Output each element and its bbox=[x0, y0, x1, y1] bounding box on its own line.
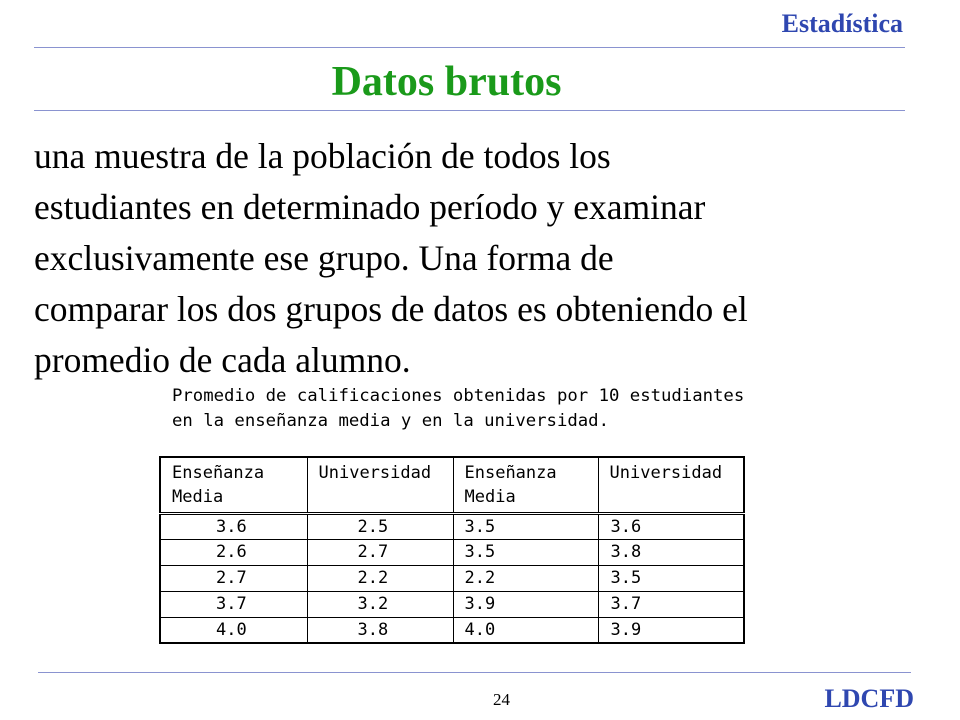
body-line: una muestra de la población de todos los bbox=[34, 136, 611, 176]
table-cell: 3.8 bbox=[307, 617, 453, 643]
table-row bbox=[160, 591, 744, 617]
body-line: promedio de cada alumno. bbox=[34, 340, 411, 380]
table-header-row bbox=[160, 457, 744, 513]
column-header-university: Universidad bbox=[598, 457, 744, 513]
body-line: comparar los dos grupos de datos es obteniendo el bbox=[34, 289, 748, 329]
column-header-university: Universidad bbox=[307, 457, 453, 513]
table-row bbox=[160, 513, 744, 539]
table-cell: 3.7 bbox=[598, 591, 744, 617]
caption-line: Promedio de calificaciones obtenidas por 10 estudiantes bbox=[172, 386, 745, 406]
body-paragraph bbox=[34, 131, 914, 386]
body-line: exclusivamente ese grupo. Una forma de bbox=[34, 238, 614, 278]
table-cell: 3.7 bbox=[160, 591, 307, 617]
table-cell: 2.6 bbox=[160, 539, 307, 565]
table-row bbox=[160, 539, 744, 565]
slide-title: Datos brutos bbox=[331, 59, 562, 105]
table-caption bbox=[172, 384, 744, 434]
table-row bbox=[160, 617, 744, 643]
page-number: 24 bbox=[493, 690, 510, 709]
table-cell: 2.7 bbox=[160, 565, 307, 591]
table-cell: 2.7 bbox=[307, 539, 453, 565]
header-title: Estadística bbox=[781, 9, 903, 38]
table-cell: 3.8 bbox=[598, 539, 744, 565]
footer-divider bbox=[38, 672, 911, 673]
table-cell: 3.6 bbox=[598, 513, 744, 539]
table-cell: 4.0 bbox=[160, 617, 307, 643]
title-divider bbox=[34, 110, 905, 111]
column-header-secondary: Enseñanza Media bbox=[453, 457, 598, 513]
table-cell: 4.0 bbox=[453, 617, 598, 643]
table-cell: 2.5 bbox=[307, 513, 453, 539]
header-divider bbox=[34, 47, 905, 48]
table-cell: 2.2 bbox=[453, 565, 598, 591]
table-cell: 2.2 bbox=[307, 565, 453, 591]
table-cell: 3.5 bbox=[453, 539, 598, 565]
table-row bbox=[160, 565, 744, 591]
table-cell: 3.9 bbox=[453, 591, 598, 617]
table-cell: 3.2 bbox=[307, 591, 453, 617]
footer-brand: LDCFD bbox=[824, 684, 914, 713]
table-cell: 3.9 bbox=[598, 617, 744, 643]
caption-line: en la enseñanza media y en la universidad. bbox=[172, 411, 609, 431]
column-header-secondary: Enseñanza Media bbox=[160, 457, 307, 513]
grades-table bbox=[159, 456, 745, 644]
table-cell: 3.6 bbox=[160, 513, 307, 539]
table-cell: 3.5 bbox=[598, 565, 744, 591]
body-line: estudiantes en determinado período y examinar bbox=[34, 187, 706, 227]
table-cell: 3.5 bbox=[453, 513, 598, 539]
